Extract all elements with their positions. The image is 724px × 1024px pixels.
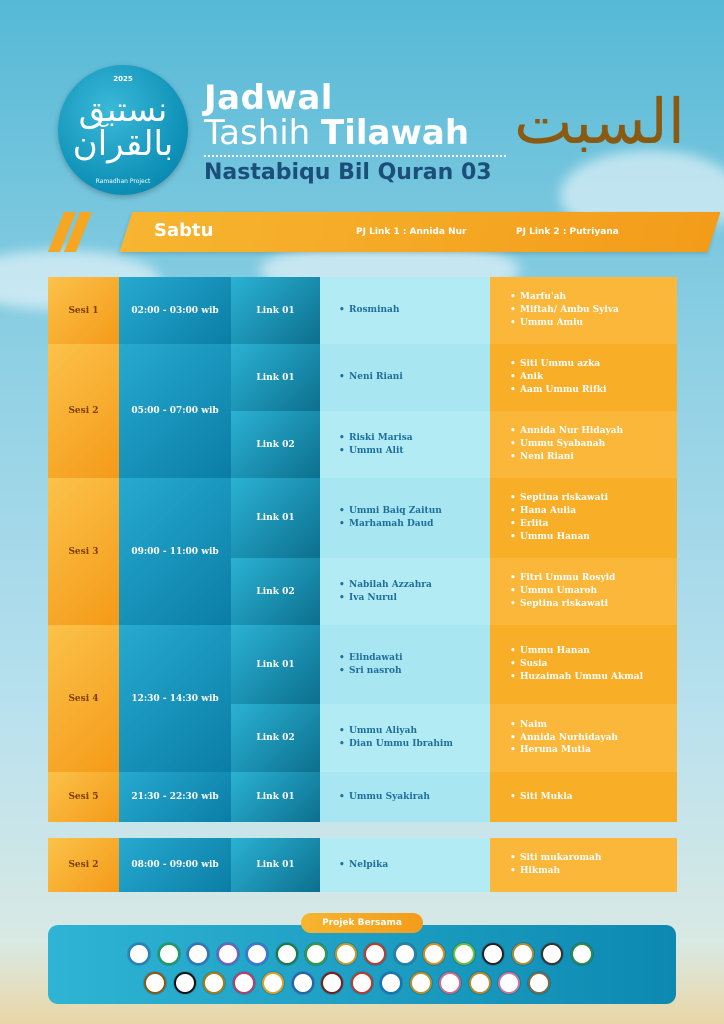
participant-list (320, 344, 490, 411)
listener-name: • Erlita (510, 518, 608, 531)
session-label: Sesi 2 (48, 344, 119, 478)
listener-name: • Hikmah (510, 865, 601, 878)
listener-list (490, 772, 677, 822)
partner-logo (305, 943, 327, 965)
listener-name: • Naim (510, 719, 618, 732)
participant-name: • Rosminah (339, 304, 399, 317)
session-time: 09:00 - 11:00 wib (119, 478, 231, 625)
logo-arabic-line2: بالقرآن (72, 124, 174, 164)
session-label: Sesi 3 (48, 478, 119, 625)
partner-logo (187, 943, 209, 965)
title-divider (204, 155, 506, 157)
listener-name: • Annida Nur Hidayah (510, 425, 623, 438)
participant-name: • Iva Nurul (339, 592, 432, 605)
participant-name: • Ummu Aliyah (339, 725, 453, 738)
listener-name: • Septina riskawati (510, 492, 608, 505)
session-time: 02:00 - 03:00 wib (119, 277, 231, 344)
title-jadwal: Jadwal (204, 78, 333, 118)
listener-list (490, 838, 677, 892)
title-program-name: Nastabiqu Bil Quran 03 (204, 160, 492, 185)
listener-list (490, 277, 677, 344)
partner-logo (453, 943, 475, 965)
listener-name: • Susia (510, 658, 643, 671)
participant-name: • Nelpika (339, 859, 388, 872)
partner-logo (364, 943, 386, 965)
partner-logo (498, 972, 520, 994)
listener-name: • Hana Aulia (510, 505, 608, 518)
listener-name: • Ummu Amiu (510, 317, 619, 330)
listener-name: • Marfu'ah (510, 291, 619, 304)
participant-name: • Sri nasroh (339, 665, 403, 678)
partner-logo (128, 943, 150, 965)
partner-logo (482, 943, 504, 965)
participant-name: • Ummu Syakirah (339, 791, 430, 804)
partner-logo (410, 972, 432, 994)
session-time: 21:30 - 22:30 wib (119, 772, 231, 822)
listener-name: • Septina riskawati (510, 598, 615, 611)
participant-list (320, 277, 490, 344)
participant-name: • Marhamah Daud (339, 518, 442, 531)
day-bar (48, 212, 676, 252)
partner-logo (528, 972, 550, 994)
listener-name: • Aam Ummu Rifki (510, 384, 606, 397)
projek-bersama-label: Projek Bersama (301, 913, 423, 933)
partner-logo (276, 943, 298, 965)
participant-name: • Riski Marisa (339, 432, 413, 445)
partner-logos-panel (48, 925, 676, 1004)
session-label: Sesi 1 (48, 277, 119, 344)
partner-logo (262, 972, 284, 994)
pj-link-2: PJ Link 2 : Putriyana (516, 227, 619, 237)
listener-name: • Neni Riani (510, 451, 623, 464)
listener-list (490, 625, 677, 704)
participant-name: • Ummi Baiq Zaitun (339, 505, 442, 518)
session-time: 08:00 - 09:00 wib (119, 838, 231, 892)
logo-year: 2025 (113, 75, 133, 83)
listener-list (490, 478, 677, 558)
listener-name: • Siti Mukla (510, 791, 573, 804)
title-tashih: Tashih (204, 113, 311, 153)
participant-name: • Dian Ummu Ibrahim (339, 738, 453, 751)
participant-name: • Ummu Alit (339, 445, 413, 458)
partner-logo (233, 972, 255, 994)
link-label: Link 01 (231, 344, 320, 411)
listener-list (490, 704, 677, 772)
partner-logo (246, 943, 268, 965)
link-label: Link 02 (231, 704, 320, 772)
partner-logo (571, 943, 593, 965)
listener-name: • Annida Nurhidayah (510, 732, 618, 745)
listener-name: • Anik (510, 371, 606, 384)
partner-logo (541, 943, 563, 965)
participant-list (320, 625, 490, 704)
participant-list (320, 478, 490, 558)
listener-name: • Miftah/ Ambu Syiva (510, 304, 619, 317)
logo-arabic-line1: نستبق (78, 90, 168, 130)
title-tilawah: Tilawah (321, 113, 470, 153)
link-label: Link 02 (231, 411, 320, 478)
listener-list (490, 558, 677, 625)
partner-logo (469, 972, 491, 994)
participant-list (320, 704, 490, 772)
partner-logo (158, 943, 180, 965)
listener-name: • Ummu Syabanah (510, 438, 623, 451)
partner-logo (394, 943, 416, 965)
partner-logo (203, 972, 225, 994)
listener-name: • Ummu Hanan (510, 531, 608, 544)
listener-list (490, 411, 677, 478)
pj-link-1: PJ Link 1 : Annida Nur (356, 227, 467, 237)
listener-name: • Siti mukaromah (510, 852, 601, 865)
link-label: Link 01 (231, 478, 320, 558)
partner-logo (380, 972, 402, 994)
participant-name: • Neni Riani (339, 371, 403, 384)
participant-list (320, 411, 490, 478)
project-logo (58, 65, 188, 195)
link-label: Link 01 (231, 625, 320, 704)
session-label: Sesi 4 (48, 625, 119, 772)
participant-list (320, 772, 490, 822)
listener-name: • Fitri Ummu Rosyid (510, 572, 615, 585)
partner-logo (439, 972, 461, 994)
partner-logo (217, 943, 239, 965)
listener-name: • Heruna Mutia (510, 744, 618, 757)
session-label: Sesi 2 (48, 838, 119, 892)
partner-logo (321, 972, 343, 994)
link-label: Link 02 (231, 558, 320, 625)
partner-logo (512, 943, 534, 965)
logo-subtitle: Ramadhan Project (95, 178, 151, 185)
participant-name: • Nabilah Azzahra (339, 579, 432, 592)
link-label: Link 01 (231, 772, 320, 822)
session-time: 12:30 - 14:30 wib (119, 625, 231, 772)
link-label: Link 01 (231, 277, 320, 344)
partner-logo (335, 943, 357, 965)
session-label: Sesi 5 (48, 772, 119, 822)
partner-logo (174, 972, 196, 994)
listener-list (490, 344, 677, 411)
title-tashih-tilawah (204, 113, 469, 153)
listener-name: • Siti Ummu azka (510, 358, 606, 371)
partner-logo (351, 972, 373, 994)
listener-name: • Huzaimah Ummu Akmal (510, 671, 643, 684)
partner-logo (292, 972, 314, 994)
session-time: 05:00 - 07:00 wib (119, 344, 231, 478)
partner-logo (144, 972, 166, 994)
participant-list (320, 838, 490, 892)
arabic-day-calligraphy: السبت (514, 85, 686, 158)
listener-name: • Ummu Hanan (510, 645, 643, 658)
participant-list (320, 558, 490, 625)
day-label: Sabtu (154, 220, 214, 241)
partner-logo (423, 943, 445, 965)
participant-name: • Elindawati (339, 652, 403, 665)
listener-name: • Ummu Umaroh (510, 585, 615, 598)
link-label: Link 01 (231, 838, 320, 892)
